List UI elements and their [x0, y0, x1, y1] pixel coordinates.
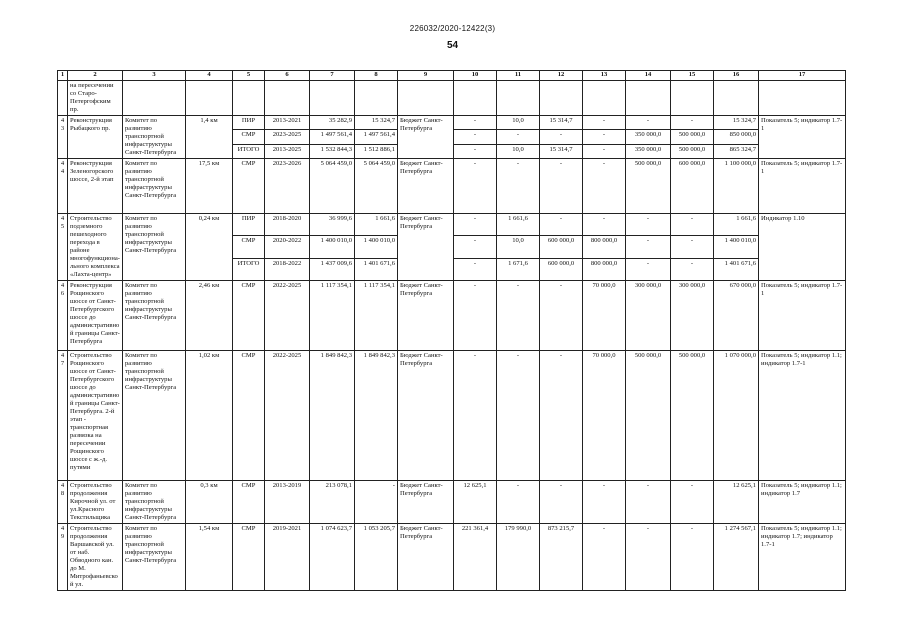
document-id: 226032/2020-12422(3)	[409, 24, 496, 33]
column-header: 16	[714, 71, 759, 81]
years: 2013-2025	[265, 144, 310, 158]
column-header: 5	[233, 71, 265, 81]
amount-c16: 15 324,7	[714, 116, 759, 130]
amount-c13: -	[583, 481, 626, 524]
length: 2,46 км	[186, 281, 233, 351]
cost-remaining: 1 512 886,1	[355, 144, 398, 158]
agency: Комитет по развитию транспортной инфраструктуры Санкт-Петербурга	[123, 214, 186, 281]
amount-c15: -	[671, 214, 714, 236]
years: 2018-2020	[265, 214, 310, 236]
amount-c10: 221 361,4	[454, 524, 497, 591]
funding-source: Бюджет Санкт-Петербурга	[398, 481, 454, 524]
column-header: 15	[671, 71, 714, 81]
amount-c10: -	[454, 236, 497, 258]
amount-c14: 500 000,0	[626, 159, 671, 214]
amount-c16: 1 070 000,0	[714, 351, 759, 481]
years: 2022-2025	[265, 351, 310, 481]
project-name: Строительство продолжения Варшавской ул. от наб. Обводного кан. до М. Митрофаньевской ул.	[68, 524, 123, 591]
amount-c16: 1 400 010,0	[714, 236, 759, 258]
indicator: Индикатор 1.10	[759, 214, 846, 281]
table-row	[58, 524, 846, 591]
column-header: 12	[540, 71, 583, 81]
cost-total: 1 532 844,3	[310, 144, 355, 158]
cost-remaining: 5 064 459,0	[355, 159, 398, 214]
project-name: Строительство подземного пешеходного перехода в районе многофункциона-льного комплекса «Лахта-центр»	[68, 214, 123, 281]
years: 2023-2026	[265, 159, 310, 214]
cost-remaining: 1 401 671,6	[355, 258, 398, 280]
amount-c14: -	[626, 236, 671, 258]
column-header: 6	[265, 71, 310, 81]
project-name: Строительство продолжения Кирочной ул. от ул.Красного Текстильщика	[68, 481, 123, 524]
amount-c13: 800 000,0	[583, 236, 626, 258]
column-header: 10	[454, 71, 497, 81]
amount-c12: 600 000,0	[540, 236, 583, 258]
amount-c10: -	[454, 214, 497, 236]
amount-c10: -	[454, 258, 497, 280]
table-row	[58, 351, 846, 481]
amount-c10: -	[454, 116, 497, 130]
row-number: 47	[58, 351, 68, 481]
project-name: Реконструкция Рыбацкого пр.	[68, 116, 123, 159]
column-header: 1	[58, 71, 68, 81]
cost-remaining: 1 849 842,3	[355, 351, 398, 481]
column-header: 17	[759, 71, 846, 81]
work-type: ИТОГО	[233, 258, 265, 280]
cost-remaining: 1 053 205,7	[355, 524, 398, 591]
amount-c13: -	[583, 214, 626, 236]
amount-c14: 500 000,0	[626, 351, 671, 481]
budget-table	[57, 70, 846, 591]
amount-c11: -	[497, 351, 540, 481]
row-number: 48	[58, 481, 68, 524]
amount-c10: -	[454, 351, 497, 481]
page-number: 54	[446, 40, 459, 51]
amount-c10: -	[454, 130, 497, 144]
table-row	[58, 281, 846, 351]
cost-total: 5 064 459,0	[310, 159, 355, 214]
length: 0,24 км	[186, 214, 233, 281]
length: 17,5 км	[186, 159, 233, 214]
cost-remaining: 15 324,7	[355, 116, 398, 130]
cost-total: 1 497 561,4	[310, 130, 355, 144]
amount-c10: -	[454, 144, 497, 158]
years: 2013-2021	[265, 116, 310, 130]
amount-c15: -	[671, 481, 714, 524]
indicator: Показатель 5; индикатор 1.1; индикатор 1.7	[759, 481, 846, 524]
amount-c13: -	[583, 524, 626, 591]
column-header: 8	[355, 71, 398, 81]
length: 1,54 км	[186, 524, 233, 591]
amount-c14: 300 000,0	[626, 281, 671, 351]
row-number: 49	[58, 524, 68, 591]
amount-c13: -	[583, 116, 626, 130]
indicator: Показатель 5; индикатор 1.1; индикатор 1.7; индикатор 1.7-1	[759, 524, 846, 591]
column-header-row	[58, 71, 846, 81]
amount-c14: -	[626, 214, 671, 236]
years: 2019-2021	[265, 524, 310, 591]
amount-c13: 70 000,0	[583, 281, 626, 351]
amount-c12: 15 314,7	[540, 116, 583, 130]
cost-total: 213 078,1	[310, 481, 355, 524]
amount-c14: -	[626, 481, 671, 524]
continuation-row	[58, 81, 846, 116]
funding-source: Бюджет Санкт-Петербурга	[398, 281, 454, 351]
amount-c14: 350 000,0	[626, 130, 671, 144]
project-name: Реконструкция Рощинского шоссе от Санкт-Петербургского шоссе до административной границы Санкт-Петербурга	[68, 281, 123, 351]
work-type: ПИР	[233, 116, 265, 130]
cost-remaining: 1 117 354,1	[355, 281, 398, 351]
column-header: 3	[123, 71, 186, 81]
indicator: Показатель 5; индикатор 1.7-1	[759, 281, 846, 351]
work-type: ПИР	[233, 214, 265, 236]
table-row	[58, 214, 846, 236]
amount-c13: -	[583, 159, 626, 214]
project-name: Строительство Рощинского шоссе от Санкт-Петербургского шоссе до административной границы Санкт-Петербурга. 2-й этап - транспортная развязка на пересечении Рощинского шоссе с ж.-д. путями	[68, 351, 123, 481]
amount-c16: 1 661,6	[714, 214, 759, 236]
amount-c14: -	[626, 258, 671, 280]
amount-c11: 179 990,0	[497, 524, 540, 591]
column-header: 9	[398, 71, 454, 81]
amount-c14: 350 000,0	[626, 144, 671, 158]
years: 2022-2025	[265, 281, 310, 351]
cost-total: 36 999,6	[310, 214, 355, 236]
amount-c16: 1 401 671,6	[714, 258, 759, 280]
work-type: СМР	[233, 351, 265, 481]
funding-source: Бюджет Санкт-Петербурга	[398, 524, 454, 591]
indicator: Показатель 5; индикатор 1.7-1	[759, 116, 846, 159]
row-number: 46	[58, 281, 68, 351]
column-header: 11	[497, 71, 540, 81]
amount-c14: -	[626, 524, 671, 591]
amount-c10: -	[454, 159, 497, 214]
amount-c11: 10,0	[497, 236, 540, 258]
funding-source: Бюджет Санкт-Петербурга	[398, 116, 454, 159]
amount-c15: 300 000,0	[671, 281, 714, 351]
indicator: Показатель 5; индикатор 1.1; индикатор 1.7-1	[759, 351, 846, 481]
amount-c15: 500 000,0	[671, 351, 714, 481]
amount-c11: 1 661,6	[497, 214, 540, 236]
funding-source: Бюджет Санкт-Петербурга	[398, 351, 454, 481]
amount-c12: -	[540, 481, 583, 524]
years: 2020-2022	[265, 236, 310, 258]
amount-c14: -	[626, 116, 671, 130]
work-type: СМР	[233, 481, 265, 524]
amount-c11: 1 671,6	[497, 258, 540, 280]
cost-remaining: 1 400 010,0	[355, 236, 398, 258]
cost-total: 1 849 842,3	[310, 351, 355, 481]
amount-c11: 10,0	[497, 116, 540, 130]
cost-remaining: 1 661,6	[355, 214, 398, 236]
agency: Комитет по развитию транспортной инфраструктуры Санкт-Петербурга	[123, 116, 186, 159]
amount-c10: 12 625,1	[454, 481, 497, 524]
amount-c11: -	[497, 281, 540, 351]
amount-c16: 850 000,0	[714, 130, 759, 144]
amount-c11: -	[497, 159, 540, 214]
amount-c13: 800 000,0	[583, 258, 626, 280]
agency: Комитет по развитию транспортной инфраструктуры Санкт-Петербурга	[123, 351, 186, 481]
amount-c15: 500 000,0	[671, 144, 714, 158]
amount-c12: -	[540, 130, 583, 144]
length: 1,02 км	[186, 351, 233, 481]
project-name: Реконструкция Зеленогорского шоссе, 2-й этап	[68, 159, 123, 214]
work-type: СМР	[233, 159, 265, 214]
cost-remaining: 1 497 561,4	[355, 130, 398, 144]
cost-total: 1 437 009,6	[310, 258, 355, 280]
column-header: 13	[583, 71, 626, 81]
cost-remaining: -	[355, 481, 398, 524]
amount-c12: 15 314,7	[540, 144, 583, 158]
table-row	[58, 481, 846, 524]
amount-c16: 865 324,7	[714, 144, 759, 158]
amount-c16: 12 625,1	[714, 481, 759, 524]
amount-c12: -	[540, 159, 583, 214]
funding-source: Бюджет Санкт-Петербурга	[398, 214, 454, 281]
work-type: ИТОГО	[233, 144, 265, 158]
amount-c12: 600 000,0	[540, 258, 583, 280]
amount-c16: 670 000,0	[714, 281, 759, 351]
amount-c16: 1 274 567,1	[714, 524, 759, 591]
length: 0,3 км	[186, 481, 233, 524]
work-type: СМР	[233, 130, 265, 144]
work-type: СМР	[233, 236, 265, 258]
amount-c13: 70 000,0	[583, 351, 626, 481]
indicator: Показатель 5; индикатор 1.7-1	[759, 159, 846, 214]
length: 1,4 км	[186, 116, 233, 159]
amount-c11: -	[497, 130, 540, 144]
amount-c15: -	[671, 116, 714, 130]
amount-c11: -	[497, 481, 540, 524]
amount-c15: -	[671, 236, 714, 258]
table-row	[58, 116, 846, 130]
agency: Комитет по развитию транспортной инфраструктуры Санкт-Петербурга	[123, 481, 186, 524]
continuation-text: на пересечении со Старо-Петергофским пр.	[68, 81, 123, 116]
row-number: 43	[58, 116, 68, 159]
amount-c12: 873 215,7	[540, 524, 583, 591]
agency: Комитет по развитию транспортной инфраструктуры Санкт-Петербурга	[123, 159, 186, 214]
amount-c11: 10,0	[497, 144, 540, 158]
work-type: СМР	[233, 524, 265, 591]
cost-total: 1 400 010,0	[310, 236, 355, 258]
amount-c12: -	[540, 214, 583, 236]
cost-total: 35 282,9	[310, 116, 355, 130]
amount-c12: -	[540, 351, 583, 481]
amount-c12: -	[540, 281, 583, 351]
table-row	[58, 159, 846, 214]
agency: Комитет по развитию транспортной инфраструктуры Санкт-Петербурга	[123, 524, 186, 591]
amount-c15: 500 000,0	[671, 130, 714, 144]
row-number: 44	[58, 159, 68, 214]
years: 2013-2019	[265, 481, 310, 524]
column-header: 7	[310, 71, 355, 81]
amount-c15: -	[671, 524, 714, 591]
cost-total: 1 117 354,1	[310, 281, 355, 351]
funding-source: Бюджет Санкт-Петербурга	[398, 159, 454, 214]
amount-c13: -	[583, 144, 626, 158]
amount-c15: -	[671, 258, 714, 280]
years: 2023-2025	[265, 130, 310, 144]
amount-c10: -	[454, 281, 497, 351]
column-header: 2	[68, 71, 123, 81]
agency: Комитет по развитию транспортной инфраструктуры Санкт-Петербурга	[123, 281, 186, 351]
amount-c13: -	[583, 130, 626, 144]
cost-total: 1 074 623,7	[310, 524, 355, 591]
amount-c15: 600 000,0	[671, 159, 714, 214]
row-number: 45	[58, 214, 68, 281]
years: 2018-2022	[265, 258, 310, 280]
column-header: 14	[626, 71, 671, 81]
amount-c16: 1 100 000,0	[714, 159, 759, 214]
work-type: СМР	[233, 281, 265, 351]
column-header: 4	[186, 71, 233, 81]
